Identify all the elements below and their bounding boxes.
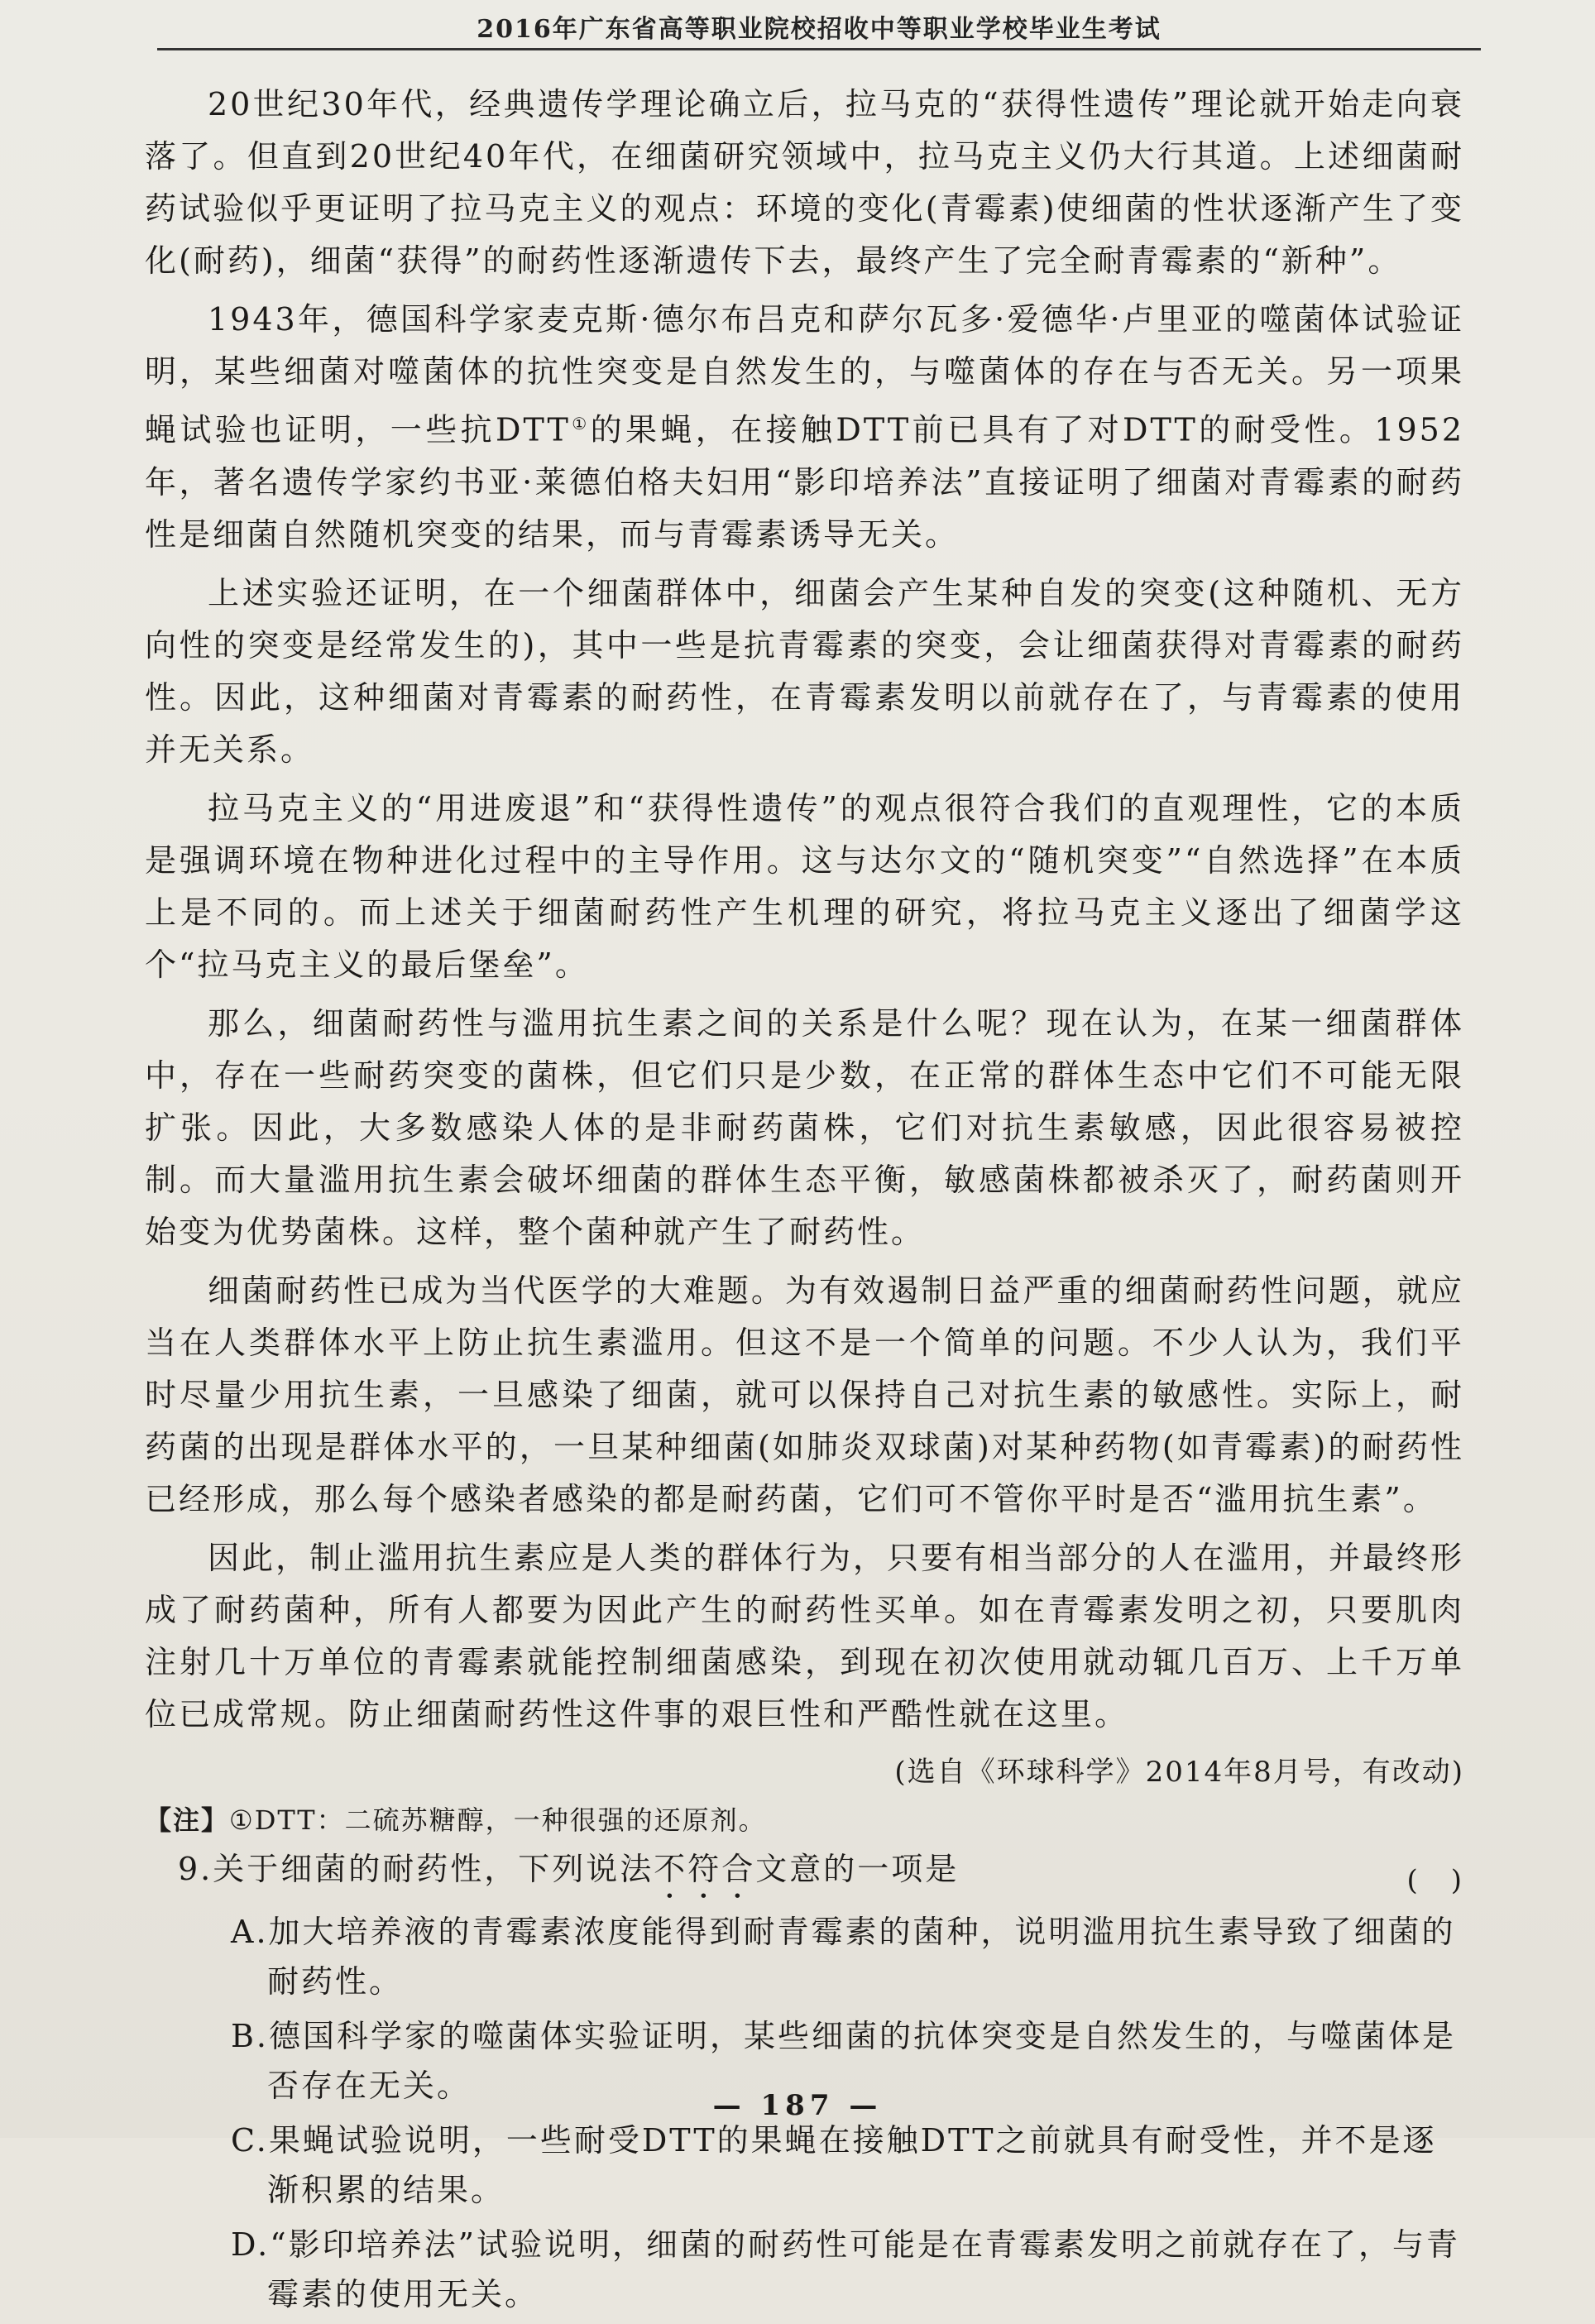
- passage-paragraph-7: 因此，制止滥用抗生素应是人类的群体行为，只要有相当部分的人在滥用，并最终形成了耐药菌种，所有人都要为因此产生的耐药性买单。如在青霉素发明之初，只要肌肉注射几十万单位的青霉素就能控制细菌感染，到现在初次使用就动辄几百万、上千万单位已成常规。防止细菌耐药性这件事的艰巨性和严酷性就在这里。: [145, 1539, 1464, 1732]
- passage-paragraph-2: [145, 294, 1464, 561]
- header-divider: [157, 48, 1481, 50]
- footnote-text: ①DTT：二硫苏糖醇，一种很强的还原剂。: [229, 1804, 767, 1836]
- question-number: 9.: [178, 1850, 213, 1887]
- question-9-stem: [145, 1843, 1464, 1905]
- question-stem-before: 关于细菌的耐药性，下列说法: [213, 1850, 654, 1887]
- option-c[interactable]: [145, 2116, 1464, 2215]
- footnote-marker: ①: [570, 414, 591, 434]
- option-d[interactable]: [145, 2220, 1464, 2319]
- footnote: [145, 1797, 1464, 1843]
- passage-paragraph-1: 20世纪30年代，经典遗传学理论确立后，拉马克的“获得性遗传”理论就开始走向衰落了。但直到20世纪40年代，在细菌研究领域中，拉马克主义仍大行其道。上述细菌耐药试验似乎更证明了拉马克主义的观点：环境的变化(青霉素)使细菌的性状逐渐产生了变化(耐药)，细菌“获得”的耐药性逐渐遗传下去，最终产生了完全耐青霉素的“新种”。: [145, 86, 1464, 279]
- option-c-label: C.: [231, 2121, 269, 2159]
- passage-paragraph-6: 细菌耐药性已成为当代医学的大难题。为有效遏制日益严重的细菌耐药性问题，就应当在人类群体水平上防止抗生素滥用。但这不是一个简单的问题。不少人认为，我们平时尽量少用抗生素，一旦感染了细菌，就可以保持自己对抗生素的敏感性。实际上，耐药菌的出现是群体水平的，一旦某种细菌(如肺炎双球菌)对某种药物(如青霉素)的耐药性已经形成，那么每个感染者感染的都是耐药菌，它们可不管你平时是否“滥用抗生素”。: [145, 1272, 1464, 1517]
- option-b-text: 德国科学家的噬菌体实验证明，某些细菌的抗体突变是自然发生的，与噬菌体是否存在无关。: [267, 2017, 1457, 2104]
- passage-paragraph-3: 上述实验还证明，在一个细菌群体中，细菌会产生某种自发的突变(这种随机、无方向性的突变是经常发生的)，其中一些是抗青霉素的突变，会让细菌获得对青霉素的耐药性。因此，这种细菌对青霉素的耐药性，在青霉素发明以前就存在了，与青霉素的使用并无关系。: [145, 574, 1464, 768]
- option-d-text: “影印培养法”试验说明，细菌的耐药性可能是在青霉素发明之前就存在了，与青霉素的使用无关。: [267, 2226, 1461, 2312]
- passage-paragraph-4: 拉马克主义的“用进废退”和“获得性遗传”的观点很符合我们的直观理性，它的本质是强调环境在物种进化过程中的主导作用。这与达尔文的“随机突变”“自然选择”在本质上是不同的。而上述关于细菌耐药性产生机理的研究，将拉马克主义逐出了细菌学这个“拉马克主义的最后堡垒”。: [145, 789, 1464, 983]
- reading-passage: [145, 79, 1464, 2324]
- passage-paragraph-5: 那么，细菌耐药性与滥用抗生素之间的关系是什么呢？现在认为，在某一细菌群体中，存在一些耐药突变的菌株，但它们只是少数，在正常的群体生态中它们不可能无限扩张。因此，大多数感染人体的是非耐药菌株，它们对抗生素敏感，因此很容易被控制。而大量滥用抗生素会破坏细菌的群体生态平衡，敏感菌株都被杀灭了，耐药菌则开始变为优势菌株。这样，整个菌种就产生了耐药性。: [145, 1004, 1464, 1250]
- paragraph-2-head: 1943年，德国科学家麦克斯·德尔布吕克和萨尔瓦多·爱德华·卢里亚的噬菌体试验证明，某些细菌对噬菌体的抗性突变是自然发生的，与噬菌体的存在与否无关。另一项果蝇试验也证明，一些抗DTT: [145, 301, 1464, 448]
- option-a[interactable]: [145, 1907, 1464, 2006]
- option-b-label: B.: [231, 2017, 270, 2054]
- page-number: — 187 —: [712, 2089, 883, 2122]
- question-stem-after: 文意的一项是: [755, 1850, 960, 1887]
- option-d-label: D.: [231, 2226, 271, 2263]
- option-a-label: A.: [231, 1913, 269, 1950]
- option-a-text: 加大培养液的青霉素浓度能得到耐青霉素的菌种，说明滥用抗生素导致了细菌的耐药性。: [267, 1913, 1456, 2000]
- question-stem-emphasis: 不符合: [654, 1850, 756, 1887]
- paragraph-2-tail: 的果蝇，在接触DTT前已具有了对DTT的耐受性。1952年，著名遗传学家约书亚·莱德伯格夫妇用“影印培养法”直接证明了细菌对青霉素的耐药性是细菌自然随机突变的结果，而与青霉素诱导无关。: [145, 411, 1464, 553]
- option-c-text: 果蝇试验说明，一些耐受DTT的果蝇在接触DTT之前就具有耐受性，并不是逐渐积累的结果。: [267, 2121, 1437, 2208]
- answer-blank[interactable]: ( ): [1406, 1863, 1464, 1897]
- footnote-label: 【注】: [145, 1804, 230, 1836]
- page-header-title: 2016年广东省高等职业院校招收中等职业学校毕业生考试: [477, 15, 1162, 44]
- passage-source: (选自《环球科学》2014年8月号，有改动): [894, 1755, 1464, 1789]
